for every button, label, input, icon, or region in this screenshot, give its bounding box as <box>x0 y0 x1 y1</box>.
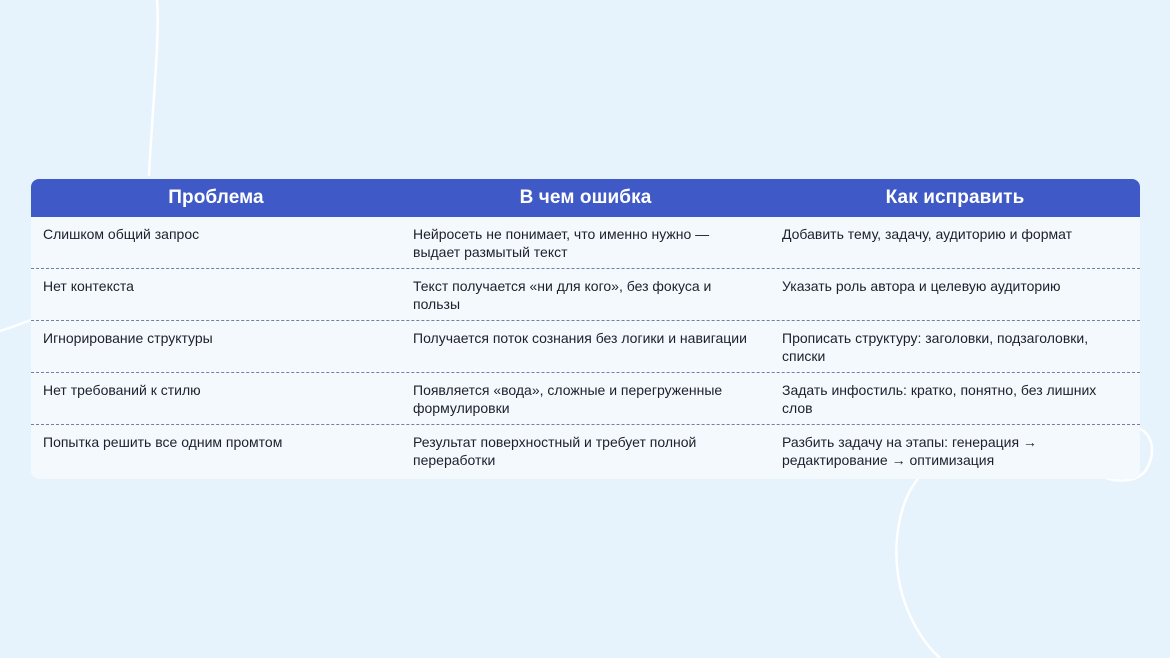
cell-fix: Добавить тему, задачу, аудиторию и формат <box>782 226 1072 242</box>
background-curve-left <box>0 320 31 331</box>
cell-fix: Прописать структуру: заголовки, подзаголовки, списки <box>782 330 1089 364</box>
cell-problem: Нет контекста <box>43 278 134 294</box>
table-row <box>31 269 1140 321</box>
cell-problem: Попытка решить все одним промтом <box>43 434 283 450</box>
cell-problem: Игнорирование структуры <box>43 330 213 346</box>
cell-fix: Задать инфостиль: кратко, понятно, без лишних слов <box>782 382 1097 416</box>
cell-problem: Нет требований к стилю <box>43 382 201 398</box>
cell-fix: Разбить задачу на этапы: генерация → редактирование → оптимизация <box>782 434 1037 468</box>
cell-fix: Указать роль автора и целевую аудиторию <box>782 278 1061 294</box>
table-header-row <box>31 179 1140 217</box>
header-problem: Проблема <box>168 187 264 208</box>
header-fix: Как исправить <box>885 187 1025 208</box>
cell-error: Нейросеть не понимает, что именно нужно — выдает размытый текст <box>413 226 710 260</box>
cell-error: Получается поток сознания без логики и навигации <box>413 330 747 346</box>
cell-error: Текст получается «ни для кого», без фокуса и пользы <box>413 278 712 312</box>
background-curve-top <box>149 0 158 176</box>
table-row <box>31 217 1140 269</box>
header-error: В чем ошибка <box>519 187 652 208</box>
table-row <box>31 321 1140 373</box>
table-row <box>31 373 1140 425</box>
background-curve-bottom <box>896 479 940 658</box>
cell-error: Результат поверхностный и требует полной переработки <box>413 434 697 468</box>
comparison-table <box>31 179 1140 479</box>
cell-problem: Слишком общий запрос <box>43 226 200 242</box>
table-row <box>31 425 1140 477</box>
cell-error: Появляется «вода», сложные и перегруженные формулировки <box>413 382 723 416</box>
